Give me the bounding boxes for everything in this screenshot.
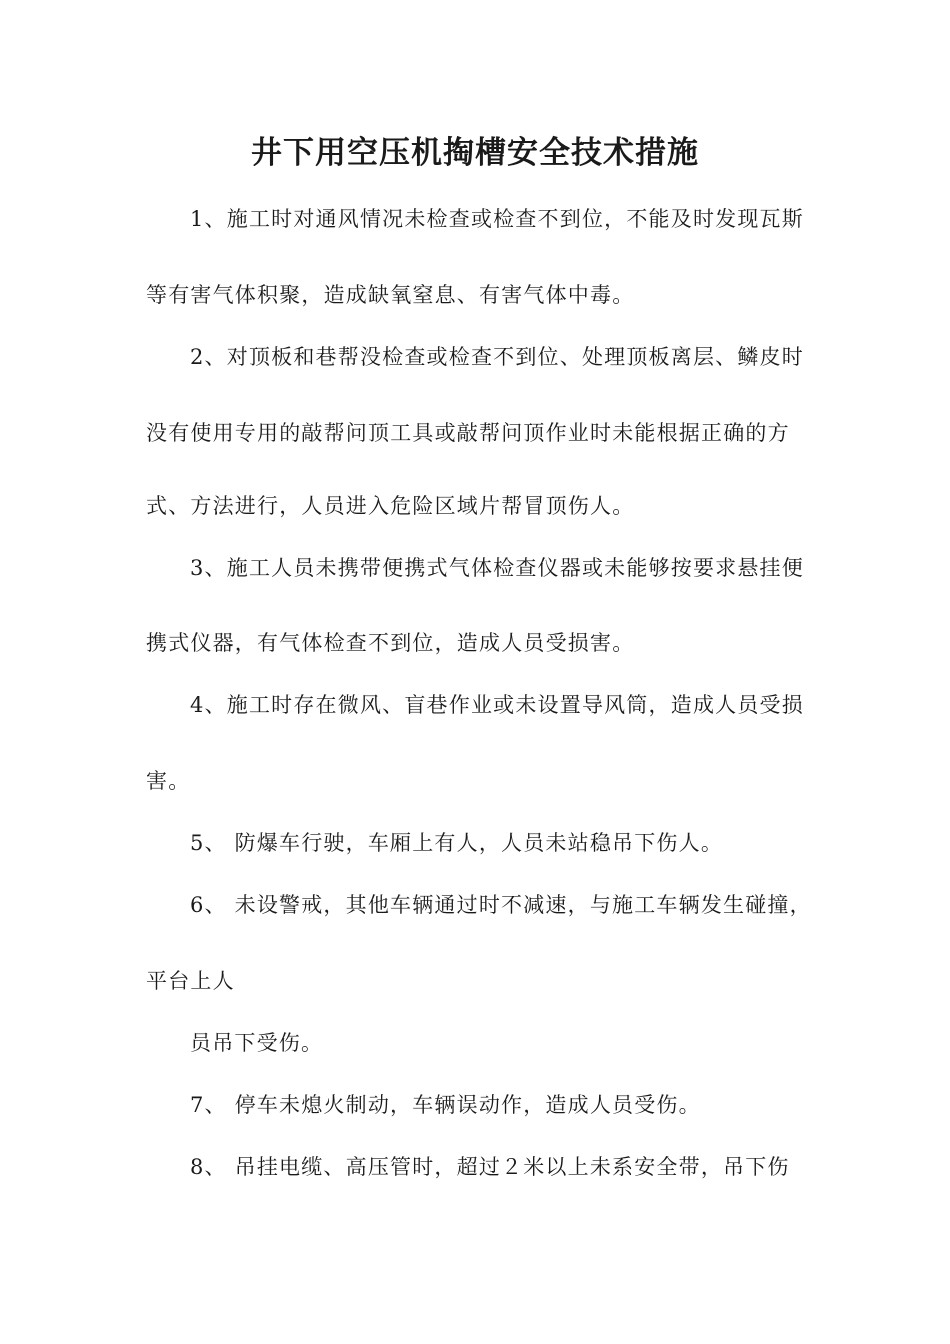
- paragraph-6-line-1: 6、 未设警戒，其他车辆通过时不减速，与施工车辆发生碰撞，: [190, 893, 812, 917]
- paragraph-2-line-1: 2、对顶板和巷帮没检查或检查不到位、处理顶板离层、鳞皮时: [190, 345, 804, 369]
- paragraph-7-line-1: 7、 停车未熄火制动，车辆误动作，造成人员受伤。: [190, 1093, 701, 1117]
- paragraph-4-line-2: 害。: [146, 769, 191, 793]
- paragraph-6-line-2: 平台上人: [146, 969, 235, 993]
- paragraph-3-line-1: 3、施工人员未携带便携式气体检查仪器或未能够按要求悬挂便: [190, 556, 804, 580]
- paragraph-6-line-3: 员吊下受伤。: [190, 1031, 324, 1055]
- paragraph-2-line-3: 式、方法进行，人员进入危险区域片帮冒顶伤人。: [146, 494, 635, 518]
- paragraph-2-line-2: 没有使用专用的敲帮问顶工具或敲帮问顶作业时未能根据正确的方: [146, 421, 790, 445]
- paragraph-3-line-2: 携式仪器，有气体检查不到位，造成人员受损害。: [146, 631, 635, 655]
- paragraph-4-line-1: 4、施工时存在微风、盲巷作业或未设置导风筒，造成人员受损: [190, 693, 804, 717]
- document-title: 井下用空压机掏槽安全技术措施: [251, 135, 699, 171]
- paragraph-1-line-2: 等有害气体积聚，造成缺氧窒息、有害气体中毒。: [146, 283, 635, 307]
- paragraph-8-line-1: 8、 吊挂电缆、高压管时，超过２米以上未系安全带，吊下伤: [190, 1155, 790, 1179]
- paragraph-5-line-1: 5、 防爆车行驶，车厢上有人，人员未站稳吊下伤人。: [190, 831, 724, 855]
- paragraph-1-line-1: 1、施工时对通风情况未检查或检查不到位，不能及时发现瓦斯: [190, 207, 804, 231]
